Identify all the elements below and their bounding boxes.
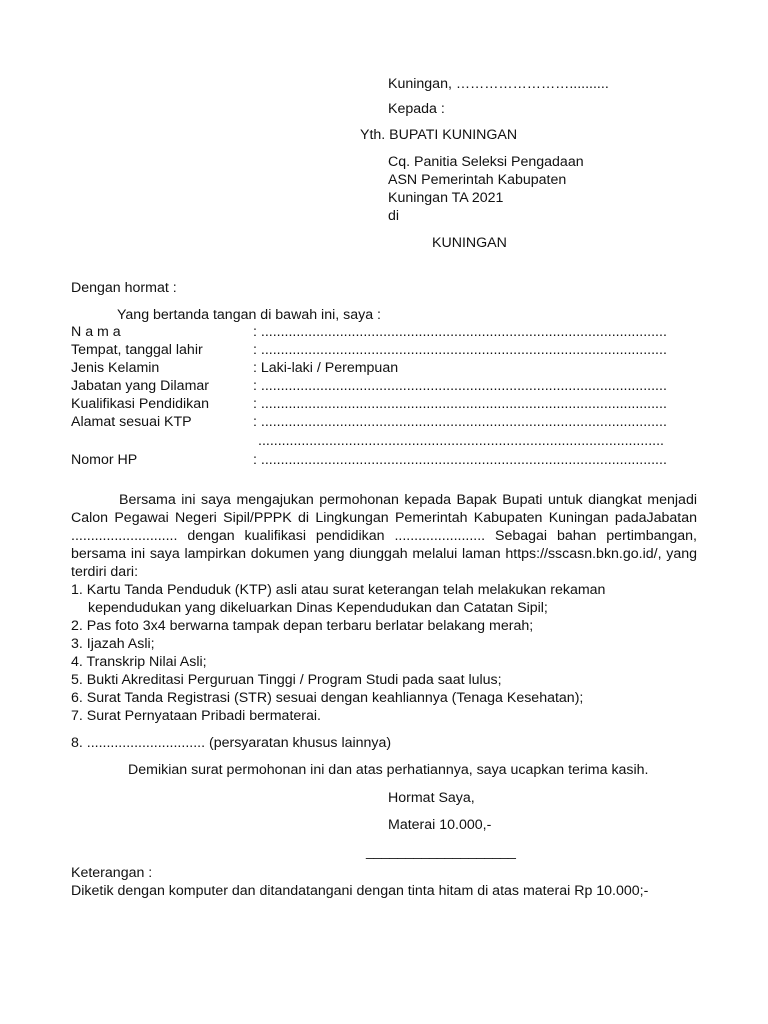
closing-sentence: Demikian surat permohonan ini dan atas perhatiannya, saya ucapkan terima kasih. xyxy=(128,762,649,778)
field-label-alamat: Alamat sesuai KTP xyxy=(71,414,192,430)
field-value-kualifikasi: : ....................................................................................................... xyxy=(253,396,667,412)
place-date: Kuningan, …………………….......... xyxy=(388,76,609,92)
cq-line-2: ASN Pemerintah Kabupaten xyxy=(388,172,567,188)
field-value-hp: : ....................................................................................................... xyxy=(253,452,667,468)
cq-line-3: Kuningan TA 2021 xyxy=(388,190,504,206)
hormat-saya: Hormat Saya, xyxy=(388,790,475,806)
note-title: Keterangan : xyxy=(71,865,153,881)
list-item: 7. Surat Pernyataan Pribadi bermaterai. xyxy=(71,708,321,724)
kepada-label: Kepada : xyxy=(388,101,445,117)
intro-line: Yang bertanda tangan di bawah ini, saya : xyxy=(117,307,381,323)
field-label-hp: Nomor HP xyxy=(71,452,138,468)
list-item: 3. Ijazah Asli; xyxy=(71,636,155,652)
cq-line-1: Cq. Panitia Seleksi Pengadaan xyxy=(388,154,584,170)
list-item-continuation: kependudukan yang dikeluarkan Dinas Kependudukan dan Catatan Sipil; xyxy=(88,600,548,616)
list-item: 5. Bukti Akreditasi Perguruan Tinggi / Program Studi pada saat lulus; xyxy=(71,672,502,688)
note-text: Diketik dengan komputer dan ditandatangani dengan tinta hitam di atas materai Rp 10.000;- xyxy=(71,883,649,899)
field-label-kualifikasi: Kualifikasi Pendidikan xyxy=(71,396,210,412)
field-value-nama: : ....................................................................................................... xyxy=(253,324,667,340)
list-item: 6. Surat Tanda Registrasi (STR) sesuai dengan keahliannya (Tenaga Kesehatan); xyxy=(71,690,584,706)
city-label: KUNINGAN xyxy=(432,235,507,251)
field-value-alamat: : ....................................................................................................... xyxy=(253,414,667,430)
greeting: Dengan hormat : xyxy=(71,280,177,296)
field-label-ttl: Tempat, tanggal lahir xyxy=(71,342,203,358)
field-value-jabatan: : ....................................................................................................... xyxy=(253,378,667,394)
materai-label: Materai 10.000,- xyxy=(388,817,492,833)
field-label-nama: N a m a xyxy=(71,324,121,340)
signature-line: ___________________ xyxy=(366,844,516,860)
list-item-8: 8. .............................. (persyaratan khusus lainnya) xyxy=(71,735,392,751)
field-value-ttl: : ....................................................................................................... xyxy=(253,342,667,358)
field-value-alamat-line2: ....................................................................................................... xyxy=(258,433,664,449)
field-value-gender: : Laki-laki / Perempuan xyxy=(253,360,399,376)
list-item: 2. Pas foto 3x4 berwarna tampak depan terbaru berlatar belakang merah; xyxy=(71,618,534,634)
body-paragraph: Bersama ini saya mengajukan permohonan kepada Bapak Bupati untuk diangkat menjadi Calon Pegawai Negeri Sipil/PPPK di Lingkungan Pemerintah Kabupaten Kuningan padaJabatan ........................... dengan kualifikasi pendidikan ....................... Sebagai bahan pertimbangan, bersama ini saya lampirkan dokumen yang diunggah melalui laman https://sscasn.bkn.go.id/, yang terdiri dari: xyxy=(71,492,697,580)
field-label-jabatan: Jabatan yang Dilamar xyxy=(71,378,210,394)
recipient-title: Yth. BUPATI KUNINGAN xyxy=(360,127,518,143)
field-label-gender: Jenis Kelamin xyxy=(71,360,160,376)
list-item: 1. Kartu Tanda Penduduk (KTP) asli atau surat keterangan telah melakukan rekaman xyxy=(71,582,606,598)
list-item: 4. Transkrip Nilai Asli; xyxy=(71,654,207,670)
di-label: di xyxy=(388,208,400,224)
